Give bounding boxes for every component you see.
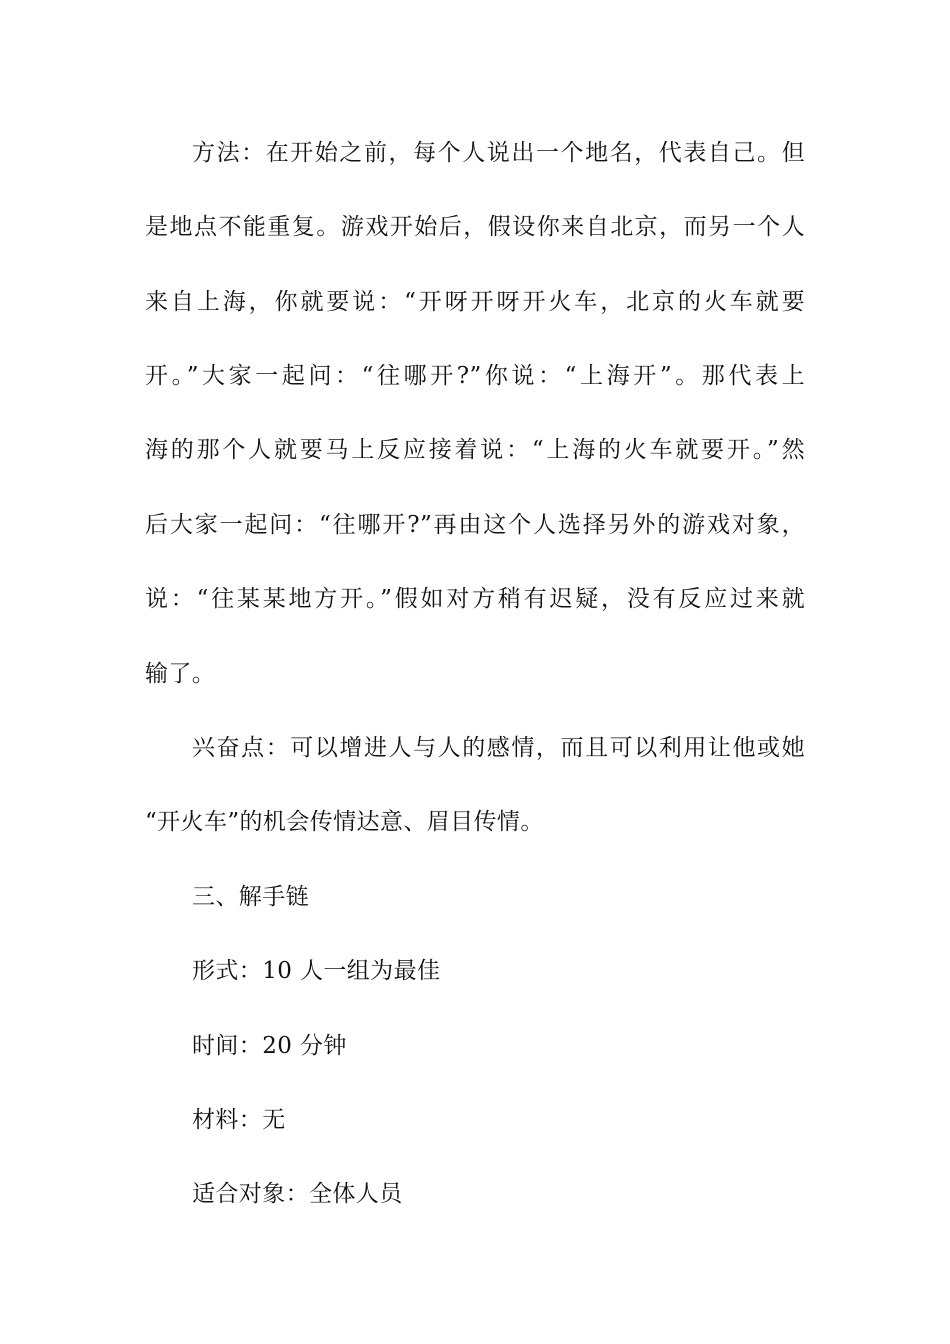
method-line-3: 来自上海，你就要说：“开呀开呀开火车，北京的火车就要 — [145, 289, 805, 315]
method-line-1: 方法：在开始之前，每个人说出一个地名，代表自己。但 — [192, 140, 805, 166]
method-line-8: 输了。 — [145, 661, 216, 687]
section-title: 三、解手链 — [192, 884, 309, 910]
method-line-2: 是地点不能重复。游戏开始后，假设你来自北京，而另一个人 — [145, 214, 805, 240]
excitement-line-1: 兴奋点：可以增进人与人的感情，而且可以利用让他或她 — [192, 735, 805, 761]
material-line: 材料：无 — [192, 1107, 286, 1133]
method-line-4: 开。”大家一起问：“往哪开?”你说：“上海开”。那代表上 — [145, 363, 805, 389]
excitement-line-2: “开火车”的机会传情达意、眉目传情。 — [145, 809, 544, 835]
method-line-5: 海的那个人就要马上反应接着说：“上海的火车就要开。”然 — [145, 437, 805, 463]
method-line-7: 说：“往某某地方开。”假如对方稍有迟疑，没有反应过来就 — [145, 586, 805, 612]
form-line: 形式：10 人一组为最佳 — [192, 958, 441, 984]
audience-line: 适合对象：全体人员 — [192, 1181, 403, 1207]
time-line: 时间：20 分钟 — [192, 1033, 347, 1059]
method-line-6: 后大家一起问：“往哪开?”再由这个人选择另外的游戏对象， — [145, 512, 805, 538]
